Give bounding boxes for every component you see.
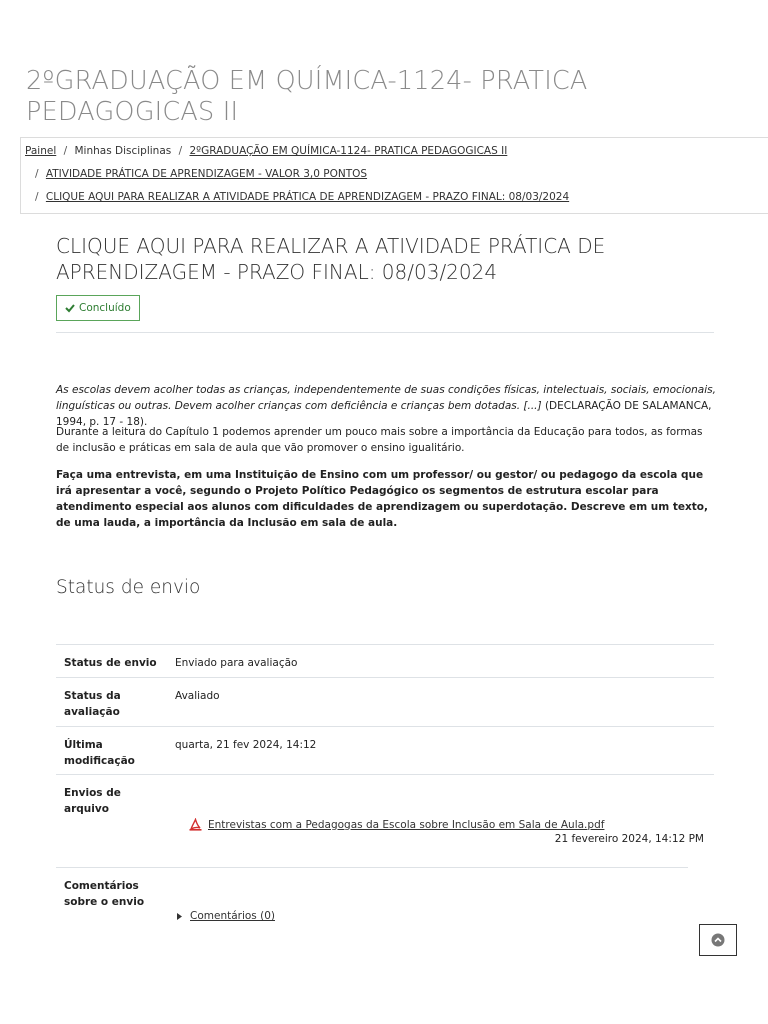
breadcrumb-painel[interactable]: Painel	[25, 145, 57, 157]
quote-citation: (DECLARAÇÃO DE SALAMANCA, 1994, p. 17 - 18).	[56, 400, 712, 428]
back-to-top-button[interactable]	[699, 924, 737, 956]
breadcrumb-current-activity[interactable]: CLIQUE AQUI PARA REALIZAR A ATIVIDADE PRÁTICA DE APRENDIZAGEM - PRAZO FINAL: 08/03/2024	[45, 191, 570, 203]
row-label: Última modificação	[64, 739, 135, 767]
table-row	[56, 677, 714, 726]
table-row	[56, 644, 714, 677]
row-label: Status da avaliação	[64, 690, 121, 718]
breadcrumb-activity-section[interactable]: ATIVIDADE PRÁTICA DE APRENDIZAGEM - VALOR 3,0 PONTOS	[45, 168, 368, 180]
instruction-paragraph: Faça uma entrevista, em uma Instituição de Ensino com um professor/ ou gestor/ ou pedagogo da escola que irá apresentar a você, segundo o Projeto Político Pedagógico os segmentos de estrutura escolar para atendimento especial aos alunos com dificuldades de aprendizagem ou superdotação. Descreve em um texto, de uma lauda, a importância da Inclusão em sala de aula.	[56, 469, 709, 529]
breadcrumb-separator: /	[178, 145, 183, 157]
completion-badge	[56, 295, 140, 321]
chevron-up-icon	[711, 933, 725, 947]
breadcrumb-minhas-disciplinas: Minhas Disciplinas	[74, 145, 172, 157]
activity-title: CLIQUE AQUI PARA REALIZAR A ATIVIDADE PRÁTICA DE APRENDIZAGEM - PRAZO FINAL: 08/03/2024	[56, 234, 606, 284]
pdf-icon	[189, 818, 202, 831]
intro-paragraph: Durante a leitura do Capítulo 1 podemos aprender um pouco mais sobre a importância da Educação para todos, as formas de inclusão e práticas em sala de aula que vão promover o ensino igualitário.	[56, 426, 703, 454]
breadcrumb-separator: /	[63, 145, 68, 157]
row-label: Comentários sobre o envio	[64, 880, 145, 908]
comments-link[interactable]: Comentários (0)	[190, 910, 275, 922]
table-row	[56, 867, 688, 947]
row-value: quarta, 21 fev 2024, 14:12	[175, 739, 317, 751]
submission-status-heading: Status de envio	[56, 577, 201, 598]
table-row	[56, 726, 714, 774]
course-title: 2ºGRADUAÇÃO EM QUÍMICA-1124- PRATICA PEDAGOGICAS II	[26, 66, 588, 127]
row-value: Avaliado	[175, 690, 220, 702]
comments-toggle[interactable]	[177, 910, 275, 922]
file-upload-date: 21 fevereiro 2024, 14:12 PM	[554, 833, 704, 845]
breadcrumb-separator: /	[35, 168, 39, 180]
file-submission	[189, 818, 604, 831]
breadcrumb	[20, 137, 768, 214]
breadcrumb-course[interactable]: 2ºGRADUAÇÃO EM QUÍMICA-1124- PRATICA PEDAGOGICAS II	[189, 145, 508, 157]
quote-text: As escolas devem acolher todas as crianças, independentemente de suas condições físicas, intelectuais, sociais, emocionais, linguísticas ou outras. Devem acolher crianças com deficiência e crianças bem dotadas. [...]	[56, 384, 716, 412]
submitted-file-link[interactable]: Entrevistas com a Pedagogas da Escola sobre Inclusão em Sala de Aula.pdf	[208, 818, 605, 831]
quote-paragraph	[56, 382, 716, 430]
breadcrumb-separator: /	[35, 191, 39, 203]
row-label: Status de envio	[64, 657, 157, 669]
completion-label: Concluído	[79, 302, 131, 314]
row-label: Envios de arquivo	[64, 787, 121, 815]
divider	[56, 332, 714, 333]
row-value: Enviado para avaliação	[175, 657, 298, 669]
caret-right-icon	[177, 913, 182, 920]
checkmark-icon	[65, 303, 75, 313]
